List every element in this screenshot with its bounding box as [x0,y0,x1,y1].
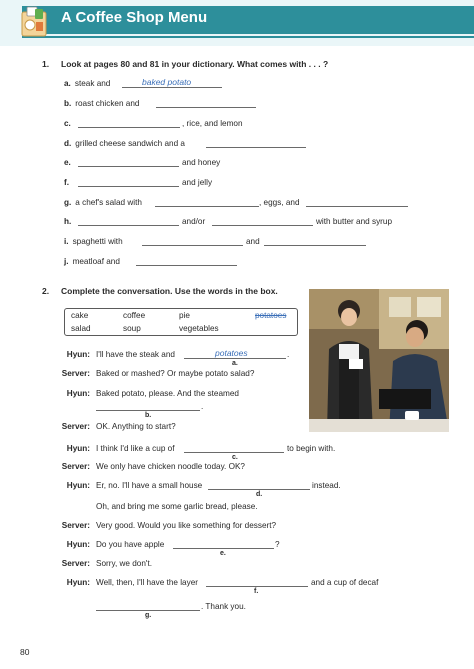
item-1d: d. grilled cheese sandwich and a [64,139,185,148]
blank-label-c: c. [232,454,238,461]
item-1c-after: , rice, and lemon [182,119,243,128]
answer-1a: baked potato [142,77,192,87]
blank-2a[interactable] [184,358,286,359]
dialog-end: . Thank you. [201,602,246,611]
dialog-speaker: Hyun: [66,578,90,587]
blank-1e[interactable] [78,166,179,167]
question-2-prompt: Complete the conversation. Use the words in the box. [61,286,278,296]
dialog-text: Er, no. I'll have a small house [96,481,203,490]
blank-2b[interactable] [96,410,200,411]
item-1a: a. steak and [64,79,111,88]
coffee-cup-bag-icon [18,4,50,38]
blank-2d[interactable] [208,489,310,490]
page-number: 80 [20,647,30,657]
word-box-item: coffee [123,311,146,320]
blank-1h-first[interactable] [78,225,179,226]
answer-2a: potatoes [215,348,248,358]
blank-2f[interactable] [206,586,308,587]
dialog-text: OK. Anything to start? [96,422,176,431]
item-1e-letter: e. [64,158,71,167]
dialog-end: to begin with. [287,444,336,453]
blank-2e[interactable] [173,548,274,549]
item-1e-after: and honey [182,158,221,167]
blank-1b[interactable] [156,107,256,108]
dialog-text: Well, then, I'll have the layer [96,578,198,587]
dialog-speaker: Server: [61,369,90,378]
blank-1j[interactable] [136,265,237,266]
dialog-text: We only have chicken noodle today. OK? [96,462,245,471]
dialog-text: Baked or mashed? Or maybe potato salad? [96,369,255,378]
blank-1c[interactable] [78,127,180,128]
item-1f-letter: f. [64,178,70,187]
dialog-text: Very good. Would you like something for dessert? [96,521,277,530]
page-title: A Coffee Shop Menu [61,9,208,26]
blank-1i-second[interactable] [264,245,366,246]
word-box-item: vegetables [179,324,219,333]
question-2-number: 2. [42,286,50,296]
item-1g: g. a chef's salad with [64,198,142,207]
dialog-speaker: Hyun: [66,350,90,359]
item-1i: i. spaghetti with [64,237,123,246]
word-box [64,308,298,336]
blank-label-f: f. [254,588,259,595]
item-1f-after: and jelly [182,178,213,187]
item-1i-middle: and [246,237,260,246]
item-1c-letter: c. [64,119,71,128]
dialog-text: Do you have apple [96,540,165,549]
blank-1d[interactable] [206,147,306,148]
blank-label-b: b. [145,412,152,419]
dialog-end: . [287,350,290,359]
dialog-text: I'll have the steak and [96,350,175,359]
blank-1g-first[interactable] [155,206,259,207]
dialog-speaker: Hyun: [66,444,90,453]
blank-1f[interactable] [78,186,179,187]
item-1b: b. roast chicken and [64,99,140,108]
dialog-end: . [201,402,204,411]
word-box-item: cake [71,311,89,320]
word-box-item: soup [123,324,141,333]
dialog-end: and a cup of decaf [311,578,379,587]
question-1-prompt: Look at pages 80 and 81 in your dictionary. What comes with . . . ? [61,59,329,69]
dialog-text: Sorry, we don't. [96,559,153,568]
blank-label-d: d. [256,491,263,498]
blank-1g-second[interactable] [306,206,408,207]
blank-2c[interactable] [184,452,284,453]
dialog-speaker: Hyun: [66,540,90,549]
blank-label-a: a. [232,360,238,367]
header-rule [22,36,474,38]
item-1h-letter: h. [64,217,72,226]
blank-1i-first[interactable] [142,245,243,246]
dialog-text: Oh, and bring me some garlic bread, please. [96,502,258,511]
coffee-shop-photo [309,289,449,432]
dialog-end: instead. [312,481,341,490]
item-1h-after: with butter and syrup [316,217,393,226]
question-1-number: 1. [42,59,50,69]
blank-label-e: e. [220,550,226,557]
dialog-text: I think I'd like a cup of [96,444,175,453]
word-box-item: pie [179,311,190,320]
dialog-speaker: Hyun: [66,481,90,490]
blank-1a[interactable] [122,87,222,88]
item-1j: j. meatloaf and [64,257,120,266]
blank-label-g: g. [145,612,152,619]
word-box-item: salad [71,324,91,333]
dialog-speaker: Server: [61,559,90,568]
dialog-speaker: Server: [61,422,90,431]
dialog-speaker: Server: [61,462,90,471]
blank-1h-second[interactable] [212,225,313,226]
dialog-speaker: Hyun: [66,389,90,398]
dialog-text: Baked potato, please. And the steamed [96,389,239,398]
blank-2g[interactable] [96,610,200,611]
item-1g-middle: , eggs, and [259,198,300,207]
dialog-speaker: Server: [61,521,90,530]
word-box-item-used: potatoes [255,311,287,320]
dialog-end: ? [275,540,280,549]
item-1h-middle: and/or [182,217,206,226]
